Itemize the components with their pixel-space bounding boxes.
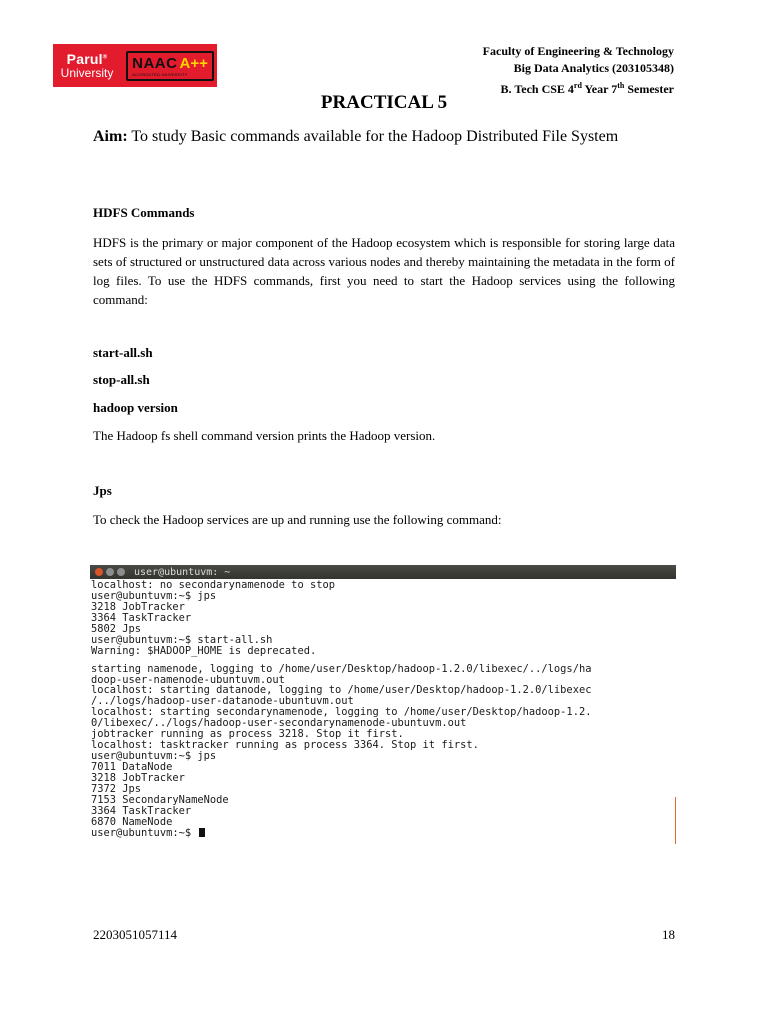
minimize-icon[interactable]: [106, 568, 114, 576]
terminal-title: user@ubuntuvm: ~: [134, 566, 231, 578]
terminal-line: user@ubuntuvm:~$ start-all.sh: [91, 633, 273, 646]
terminal-line: Warning: $HADOOP_HOME is deprecated.: [91, 644, 317, 657]
terminal-line: 3218 JobTracker: [91, 600, 185, 613]
terminal-line: localhost: tasktracker running as process 3364. Stop it first.: [91, 739, 479, 752]
terminal-line: /../logs/hadoop-user-datanode-ubuntuvm.out: [91, 695, 354, 708]
terminal-line: localhost: starting secondarynamenode, logging to /home/user/Desktop/hadoop-1.2.: [91, 706, 592, 719]
aim-statement: [93, 126, 673, 147]
version-description: The Hadoop fs shell command version prints the Hadoop version.: [93, 428, 436, 443]
naac-text: NAAC: [132, 54, 178, 72]
close-icon[interactable]: [95, 568, 103, 576]
naac-badge: [121, 44, 217, 87]
terminal-line: localhost: starting datanode, logging to /home/user/Desktop/hadoop-1.2.0/libexec: [91, 684, 592, 697]
terminal-line: 3364 TaskTracker: [91, 804, 192, 817]
terminal-line: [91, 828, 676, 839]
university-logo: [53, 44, 217, 87]
header-program: B. Tech CSE 4rd Year 7th Semester: [500, 81, 674, 96]
terminal-line: doop-user-namenode-ubuntuvm.out: [91, 673, 285, 686]
terminal-titlebar: [90, 565, 676, 579]
command-stop-all: stop-all.sh: [93, 372, 150, 387]
header-faculty: Faculty of Engineering & Technology: [482, 44, 674, 58]
logo-registered-mark: ®: [102, 54, 108, 61]
maximize-icon[interactable]: [117, 568, 125, 576]
logo-sub: University: [60, 65, 114, 80]
hdfs-paragraph: HDFS is the primary or major component of the Hadoop ecosystem which is responsible for storing large data sets of structured or unstructured data across various nodes and thereby maintaining the metadata in the form of log files. To use the HDFS commands, first you need to start the Hadoop services using the following command:: [93, 235, 675, 307]
terminal-line: 3364 TaskTracker: [91, 611, 192, 624]
header-course: Big Data Analytics (203105348): [513, 61, 674, 75]
terminal-line: 3218 JobTracker: [91, 771, 185, 784]
command-jps: Jps: [93, 483, 112, 498]
terminal-line: 7153 SecondaryNameNode: [91, 793, 229, 806]
footer-enrollment: 2203051057114: [93, 927, 178, 942]
terminal-line: user@ubuntuvm:~$ jps: [91, 589, 217, 602]
command-hadoop-version: hadoop version: [93, 400, 178, 415]
terminal-line: starting namenode, logging to /home/user/Desktop/hadoop-1.2.0/libexec/../logs/ha: [91, 662, 592, 675]
terminal-line: 0/libexec/../logs/hadoop-user-secondarynamenode-ubuntuvm.out: [91, 717, 467, 730]
terminal-line: user@ubuntuvm:~$ jps: [91, 750, 217, 763]
terminal-line: 5802 Jps: [91, 622, 142, 635]
terminal-line: 7011 DataNode: [91, 761, 173, 773]
aim-text: To study Basic commands available for the Hadoop Distributed File System: [127, 128, 619, 145]
page-title: PRACTICAL 5: [320, 92, 448, 113]
terminal-line: localhost: no secondarynamenode to stop: [91, 579, 335, 591]
document-header: [483, 43, 674, 98]
terminal-output: [90, 579, 676, 839]
naac-grade: A++: [179, 54, 208, 72]
terminal-line: 7372 Jps: [91, 782, 142, 795]
terminal-prompt: user@ubuntuvm:~$: [91, 826, 198, 839]
parul-logo: [53, 44, 121, 87]
aim-label: Aim:: [93, 128, 128, 145]
terminal-cursor: [199, 828, 205, 837]
window-edge: [675, 797, 676, 844]
jps-description: To check the Hadoop services are up and running use the following command:: [93, 512, 502, 527]
section-heading: HDFS Commands: [93, 205, 195, 220]
naac-accreditation: ACCREDITED UNIVERSITY: [132, 71, 188, 77]
logo-brand: Parul: [66, 50, 103, 67]
terminal-line: 6870 NameNode: [91, 815, 173, 828]
terminal-line: jobtracker running as process 3218. Stop it first.: [91, 728, 404, 741]
terminal-screenshot: [90, 565, 676, 844]
footer-page-number: 18: [662, 927, 675, 942]
command-start-all: start-all.sh: [93, 345, 153, 360]
